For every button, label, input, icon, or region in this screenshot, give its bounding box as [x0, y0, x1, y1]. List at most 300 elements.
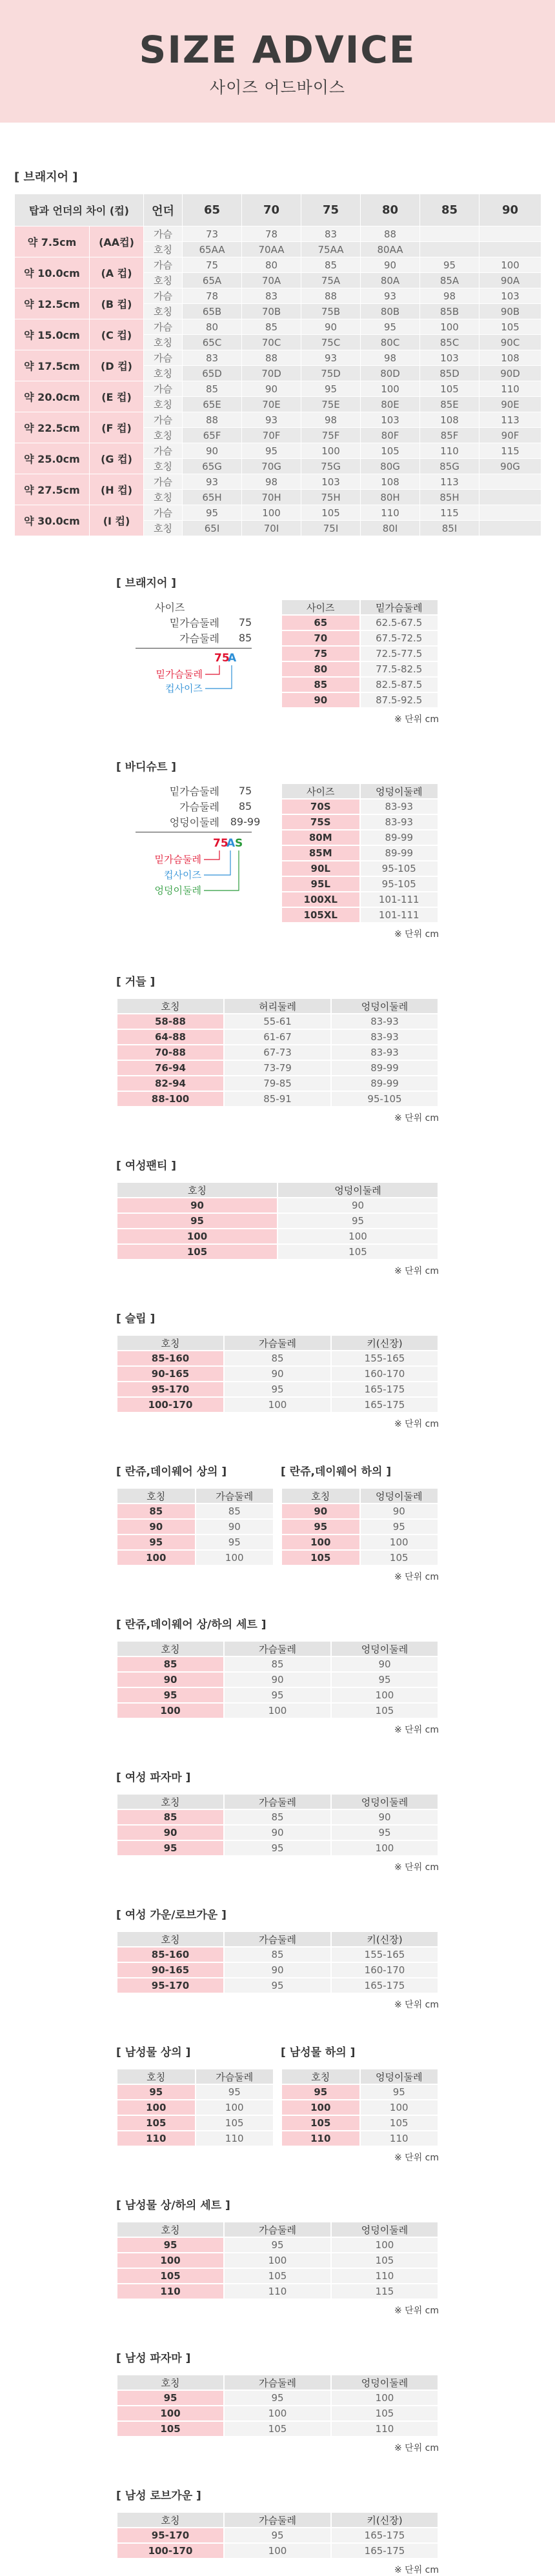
- size-code-cell: 100: [281, 2100, 360, 2115]
- measure-cell: 110: [331, 2421, 438, 2437]
- size-code-cell: 95: [117, 1213, 278, 1229]
- size-code-cell: 76-94: [117, 1060, 224, 1076]
- table-row: [281, 907, 438, 923]
- table-row: [117, 1962, 438, 1978]
- bust-value-cell: 95: [301, 381, 361, 397]
- size-code-cell: 95: [117, 2390, 224, 2406]
- column-header: 엉덩이둘레: [360, 2069, 439, 2084]
- table-row: [117, 1809, 438, 1825]
- size-code-cell: 110: [117, 2131, 196, 2146]
- m-gown-title: [ 남성 로브가운 ]: [116, 2490, 201, 2502]
- measure-cell: 87.5-92.5: [360, 692, 439, 708]
- lounge-bottom-title: [ 란쥬,데이웨어 하의 ]: [281, 1465, 392, 1478]
- table-header-row: [117, 1488, 274, 1504]
- size-code-cell: 110: [117, 2284, 224, 2299]
- size-code-cell: 70AA: [242, 242, 301, 257]
- bust-value-cell: [479, 226, 541, 242]
- size-code-cell: 90: [281, 692, 360, 708]
- size-code-cell: 105: [117, 1244, 278, 1260]
- measure-cell: 100: [224, 2253, 331, 2268]
- cup-label-cell: (E 컵): [90, 381, 144, 412]
- measure-cell: 95-105: [360, 876, 439, 892]
- size-code-cell: [479, 521, 541, 536]
- table-row: [117, 2421, 438, 2437]
- table-header-row: [117, 1335, 438, 1351]
- bra-size-chart-section: [0, 123, 555, 536]
- measure-cell: 72.5-77.5: [360, 646, 439, 661]
- size-code-cell: 75S: [281, 814, 360, 830]
- cup-label-cell: (F 컵): [90, 412, 144, 443]
- bust-value-cell: 110: [420, 443, 479, 459]
- diagram-key: 밑가슴둘레: [169, 616, 219, 629]
- row-kind-cell: 호칭: [144, 521, 183, 536]
- table-row: [117, 2543, 438, 2559]
- bra-code-diagram: [116, 649, 271, 695]
- table-row: [117, 2390, 438, 2406]
- row-kind-cell: 가슴: [144, 505, 183, 521]
- unit-note: ※ 단위 cm: [394, 1419, 439, 1429]
- table-header-row: [117, 998, 438, 1014]
- table-row: [281, 830, 438, 845]
- code-num: 75: [214, 652, 230, 665]
- measure-cell: 100: [331, 2237, 438, 2253]
- table-row: [117, 2115, 274, 2131]
- measure-cell: 73-79: [224, 1060, 331, 1076]
- unit-note: ※ 단위 cm: [394, 2153, 439, 2163]
- table-row: [281, 677, 438, 692]
- measure-cell: 100: [224, 1703, 331, 1718]
- size-code-cell: 95: [281, 1519, 360, 1535]
- cup-label-cell: (H 컵): [90, 474, 144, 505]
- measure-cell: 90: [196, 1519, 274, 1535]
- size-code-cell: 80AA: [361, 242, 420, 257]
- bodysuit-title: [ 바디슈트 ]: [116, 761, 177, 774]
- cup-diff-cell: 약 22.5cm: [15, 412, 90, 443]
- bodysuit-table: [281, 783, 439, 923]
- table-row: [281, 1535, 438, 1550]
- table-row: [117, 1825, 438, 1840]
- bust-value-cell: [420, 226, 479, 242]
- size-code-cell: 85: [117, 1504, 196, 1519]
- measure-cell: 89-99: [360, 845, 439, 861]
- size-code-cell: 65I: [183, 521, 242, 536]
- bust-value-cell: 103: [420, 350, 479, 366]
- bust-value-cell: 88: [361, 226, 420, 242]
- column-header: 호칭: [281, 2069, 360, 2084]
- size-code-cell: [479, 242, 541, 257]
- bust-value-cell: 98: [301, 412, 361, 428]
- measure-cell: 79-85: [224, 1076, 331, 1091]
- table-row: [117, 2237, 438, 2253]
- table-row: [117, 1045, 438, 1060]
- size-code-cell: 90L: [281, 861, 360, 876]
- measure-cell: 95: [360, 2084, 439, 2100]
- measure-cell: 160-170: [331, 1962, 438, 1978]
- measure-cell: 95: [224, 1687, 331, 1703]
- size-code-cell: 82-94: [117, 1076, 224, 1091]
- cup-label-cell: (B 컵): [90, 288, 144, 319]
- size-code-cell: 65AA: [183, 242, 242, 257]
- size-code-cell: 88-100: [117, 1091, 224, 1107]
- unit-note: ※ 단위 cm: [394, 929, 439, 940]
- measure-cell: 67.5-72.5: [360, 630, 439, 646]
- measure-cell: 82.5-87.5: [360, 677, 439, 692]
- bra-chart-row: [15, 381, 541, 397]
- size-code-cell: 110: [281, 2131, 360, 2146]
- girdle-block: [116, 972, 439, 1124]
- column-header: 가슴둘레: [224, 2512, 331, 2528]
- size-code-cell: 65E: [183, 397, 242, 412]
- legend-under-bust: 밑가슴둘레: [156, 669, 203, 680]
- size-code-cell: 85H: [420, 490, 479, 505]
- measure-cell: 100: [224, 1397, 331, 1413]
- measure-cell: 100: [196, 2100, 274, 2115]
- size-code-cell: 100: [117, 1703, 224, 1718]
- column-header: 호칭: [117, 1641, 224, 1656]
- column-header: 가슴둘레: [196, 2069, 274, 2084]
- size-code-cell: 100: [117, 2406, 224, 2421]
- size-code-cell: 70G: [242, 459, 301, 474]
- size-code-cell: 85G: [420, 459, 479, 474]
- table-row: [281, 615, 438, 630]
- size-code-cell: 75A: [301, 273, 361, 288]
- row-kind-cell: 호칭: [144, 428, 183, 443]
- table-header-row: [117, 1931, 438, 1947]
- col-header-diff: 탑과 언더의 차이 (컵): [15, 194, 144, 226]
- column-header: 사이즈: [281, 783, 360, 799]
- size-code-cell: 70: [281, 630, 360, 646]
- measure-cell: 89-99: [331, 1060, 438, 1076]
- table-header-row: [117, 1641, 438, 1656]
- page-subtitle: 사이즈 어드바이스: [209, 78, 346, 97]
- measure-cell: 85: [224, 1351, 331, 1366]
- size-code-cell: 70H: [242, 490, 301, 505]
- bust-value-cell: 80: [242, 257, 301, 273]
- cup-diff-cell: 약 20.0cm: [15, 381, 90, 412]
- m-set-title: [ 남성물 상/하의 세트 ]: [116, 2199, 230, 2212]
- lounge-set-title: [ 란쥬,데이웨어 상/하의 세트 ]: [116, 1618, 267, 1631]
- measure-cell: 110: [360, 2131, 439, 2146]
- size-code-cell: 80A: [361, 273, 420, 288]
- w-pajama-block: [116, 1768, 439, 1873]
- bust-value-cell: 100: [361, 381, 420, 397]
- table-row: [117, 1687, 438, 1703]
- measure-cell: 100: [196, 1550, 274, 1565]
- size-code-cell: 95-170: [117, 2528, 224, 2543]
- size-code-cell: 100: [117, 2253, 224, 2268]
- row-kind-cell: 호칭: [144, 397, 183, 412]
- table-header-row: [281, 599, 438, 615]
- size-code-cell: 100: [117, 1229, 278, 1244]
- measure-cell: 160-170: [331, 1366, 438, 1382]
- bra-chart-row: [15, 443, 541, 459]
- table-row: [117, 1947, 438, 1962]
- table-row: [117, 1656, 438, 1672]
- table-row: [281, 2115, 438, 2131]
- column-header: 엉덩이둘레: [331, 2375, 438, 2390]
- bra-chart-title: [ 브래지어 ]: [14, 170, 78, 184]
- code-num: 75: [213, 837, 228, 850]
- size-code-cell: 80E: [361, 397, 420, 412]
- bust-value-cell: 98: [361, 350, 420, 366]
- row-kind-cell: 가슴: [144, 350, 183, 366]
- measure-cell: 95: [331, 1672, 438, 1687]
- bust-value-cell: 105: [361, 443, 420, 459]
- size-code-cell: 90A: [479, 273, 541, 288]
- bust-value-cell: 100: [242, 505, 301, 521]
- bra-chart-header-row: [15, 194, 541, 226]
- measure-cell: 101-111: [360, 907, 439, 923]
- size-code-cell: 85F: [420, 428, 479, 443]
- row-kind-cell: 가슴: [144, 257, 183, 273]
- column-header: 엉덩이둘레: [331, 1641, 438, 1656]
- table-row: [117, 1703, 438, 1718]
- column-header: 엉덩이둘레: [331, 1794, 438, 1809]
- bust-value-cell: 110: [361, 505, 420, 521]
- bust-value-cell: 100: [301, 443, 361, 459]
- measure-cell: 95-105: [331, 1091, 438, 1107]
- bust-value-cell: 78: [242, 226, 301, 242]
- measure-cell: 105: [224, 2421, 331, 2437]
- size-code-cell: 100: [117, 1550, 196, 1565]
- bra-size-chart: [14, 194, 541, 536]
- measure-cell: 100: [360, 1535, 439, 1550]
- diagram-value: 75: [238, 616, 252, 629]
- table-header-row: [281, 783, 438, 799]
- measure-cell: 165-175: [331, 1382, 438, 1397]
- code-cup: A: [228, 652, 237, 665]
- bust-value-cell: 88: [183, 412, 242, 428]
- size-code-cell: 80M: [281, 830, 360, 845]
- cup-label-cell: (AA컵): [90, 226, 144, 257]
- size-code-cell: 75C: [301, 335, 361, 350]
- bust-value-cell: 103: [479, 288, 541, 304]
- row-kind-cell: 가슴: [144, 226, 183, 242]
- column-header: 엉덩이둘레: [331, 2222, 438, 2237]
- size-code-cell: 105: [281, 1550, 360, 1565]
- bust-value-cell: 83: [183, 350, 242, 366]
- size-code-cell: 75H: [301, 490, 361, 505]
- column-header: 가슴둘레: [224, 1794, 331, 1809]
- unit-note: ※ 단위 cm: [394, 1572, 439, 1582]
- cup-diff-cell: 약 12.5cm: [15, 288, 90, 319]
- panty-title: [ 여성팬티 ]: [116, 1160, 177, 1172]
- table-header-row: [117, 2375, 438, 2390]
- size-code-cell: 105: [117, 2421, 224, 2437]
- measure-cell: 100: [224, 2543, 331, 2559]
- column-header: 호칭: [117, 1931, 224, 1947]
- m-top-bottom-block: [116, 2043, 439, 2164]
- table-row: [117, 2284, 438, 2299]
- table-row: [281, 2100, 438, 2115]
- size-code-cell: 75D: [301, 366, 361, 381]
- size-code-cell: 100-170: [117, 2543, 224, 2559]
- size-code-cell: 95: [117, 2237, 224, 2253]
- bust-value-cell: 113: [420, 474, 479, 490]
- size-code-cell: 90-165: [117, 1366, 224, 1382]
- slip-table: [116, 1334, 439, 1413]
- table-row: [117, 2268, 438, 2284]
- m-top-table: [116, 2068, 274, 2147]
- table-row: [117, 1840, 438, 1856]
- table-row: [281, 646, 438, 661]
- size-code-cell: [479, 490, 541, 505]
- size-code-cell: 70E: [242, 397, 301, 412]
- bust-value-cell: 90: [183, 443, 242, 459]
- size-code-cell: 85: [281, 677, 360, 692]
- lounge-top-title: [ 란쥬,데이웨어 상의 ]: [116, 1465, 227, 1478]
- column-header: 호칭: [117, 1488, 196, 1504]
- w-pajama-title: [ 여성 파자마 ]: [116, 1771, 191, 1784]
- table-row: [281, 2131, 438, 2146]
- row-kind-cell: 호칭: [144, 366, 183, 381]
- m-pajama-table: [116, 2374, 439, 2437]
- size-code-cell: 75AA: [301, 242, 361, 257]
- size-code-cell: 95: [117, 2084, 196, 2100]
- measure-cell: 83-93: [360, 799, 439, 814]
- size-code-cell: [420, 242, 479, 257]
- unit-note: ※ 단위 cm: [394, 714, 439, 725]
- m-top-title: [ 남성물 상의 ]: [116, 2046, 191, 2059]
- measure-cell: 61-67: [224, 1029, 331, 1045]
- measure-cell: 85: [224, 1947, 331, 1962]
- size-code-cell: 80C: [361, 335, 420, 350]
- measure-cell: 95: [331, 1825, 438, 1840]
- panty-block: [116, 1156, 439, 1277]
- size-code-cell: 80D: [361, 366, 420, 381]
- bodysuit-code-diagram: [116, 832, 271, 897]
- size-code-cell: 70S: [281, 799, 360, 814]
- w-gown-block: [116, 1906, 439, 2011]
- size-code-cell: 80: [281, 661, 360, 677]
- size-code-cell: 85B: [420, 304, 479, 319]
- size-code-cell: 95: [117, 1687, 224, 1703]
- measure-cell: 105: [278, 1244, 438, 1260]
- size-code-cell: 90: [281, 1504, 360, 1519]
- table-header-row: [281, 1488, 438, 1504]
- measure-cell: 95: [224, 2237, 331, 2253]
- unit-note: ※ 단위 cm: [394, 1725, 439, 1735]
- size-code-cell: 95-170: [117, 1382, 224, 1397]
- measure-cell: 95: [278, 1213, 438, 1229]
- measure-cell: 100: [331, 1687, 438, 1703]
- measure-cell: 100: [360, 2100, 439, 2115]
- size-code-cell: 70-88: [117, 1045, 224, 1060]
- table-row: [117, 1366, 438, 1382]
- bust-value-cell: 103: [361, 412, 420, 428]
- size-code-cell: 90: [117, 1519, 196, 1535]
- column-header: 가슴둘레: [224, 2222, 331, 2237]
- table-row: [117, 2100, 274, 2115]
- measure-cell: 165-175: [331, 1397, 438, 1413]
- legend-under-bust: 밑가슴둘레: [154, 854, 201, 865]
- table-row: [117, 1351, 438, 1366]
- size-code-cell: 85-160: [117, 1351, 224, 1366]
- legend-cup-size: 컵사이즈: [165, 683, 203, 694]
- bust-value-cell: [479, 505, 541, 521]
- measure-cell: 95: [224, 1840, 331, 1856]
- table-row: [281, 799, 438, 814]
- w-gown-title: [ 여성 가운/로브가운 ]: [116, 1909, 227, 1922]
- cup-diff-cell: 약 17.5cm: [15, 350, 90, 381]
- column-header: 가슴둘레: [224, 1641, 331, 1656]
- size-code-cell: 80G: [361, 459, 420, 474]
- bra-chart-row: [15, 319, 541, 335]
- measure-cell: 115: [331, 2284, 438, 2299]
- table-header-row: [117, 2069, 274, 2084]
- measure-cell: 110: [196, 2131, 274, 2146]
- row-kind-cell: 가슴: [144, 288, 183, 304]
- bra-chart-row: [15, 350, 541, 366]
- col-header-size: 90: [479, 194, 541, 226]
- lounge-top-table: [116, 1487, 274, 1566]
- measure-cell: 90: [224, 1825, 331, 1840]
- table-row: [281, 1504, 438, 1519]
- table-row: [117, 2528, 438, 2543]
- bust-value-cell: 75: [183, 257, 242, 273]
- bust-value-cell: 85: [301, 257, 361, 273]
- table-row: [281, 1550, 438, 1565]
- row-kind-cell: 가슴: [144, 443, 183, 459]
- row-kind-cell: 호칭: [144, 335, 183, 350]
- bust-value-cell: 100: [420, 319, 479, 335]
- measure-cell: 85: [196, 1504, 274, 1519]
- measure-cell: 105: [331, 2406, 438, 2421]
- size-code-cell: 80I: [361, 521, 420, 536]
- cup-label-cell: (G 컵): [90, 443, 144, 474]
- bust-value-cell: 108: [420, 412, 479, 428]
- size-code-cell: 90E: [479, 397, 541, 412]
- measure-cell: 85: [224, 1809, 331, 1825]
- girdle-title: [ 거들 ]: [116, 976, 156, 989]
- panty-table: [116, 1182, 439, 1260]
- table-row: [117, 1060, 438, 1076]
- size-code-cell: 100XL: [281, 892, 360, 907]
- size-code-cell: 85M: [281, 845, 360, 861]
- measure-cell: 83-93: [331, 1029, 438, 1045]
- size-code-cell: 95L: [281, 876, 360, 892]
- size-code-cell: 100: [281, 1535, 360, 1550]
- bodysuit-block: [116, 758, 439, 940]
- diagram-key: 엉덩이둘레: [169, 816, 219, 829]
- bust-value-cell: 80: [183, 319, 242, 335]
- cup-diff-cell: 약 10.0cm: [15, 257, 90, 288]
- bust-value-cell: 105: [301, 505, 361, 521]
- measure-cell: 105: [196, 2115, 274, 2131]
- table-row: [281, 1519, 438, 1535]
- measure-cell: 95: [224, 1382, 331, 1397]
- size-code-cell: 75E: [301, 397, 361, 412]
- bust-value-cell: 95: [420, 257, 479, 273]
- size-code-cell: 90B: [479, 304, 541, 319]
- measure-cell: 89-99: [360, 830, 439, 845]
- bust-value-cell: 108: [361, 474, 420, 490]
- bra-chart-row: [15, 474, 541, 490]
- column-header: 호칭: [117, 2512, 224, 2528]
- cup-diff-cell: 약 25.0cm: [15, 443, 90, 474]
- table-row: [117, 1076, 438, 1091]
- size-code-cell: 90: [117, 1672, 224, 1687]
- diagram-value: 89-99: [230, 815, 261, 828]
- size-code-cell: 90: [117, 1825, 224, 1840]
- cup-label-cell: (D 컵): [90, 350, 144, 381]
- bust-value-cell: 85: [242, 319, 301, 335]
- measure-cell: 89-99: [331, 1076, 438, 1091]
- bra-detail-table: [281, 599, 439, 709]
- bra-chart-row: [15, 226, 541, 242]
- bra-chart-row: [15, 505, 541, 521]
- size-code-cell: 80F: [361, 428, 420, 443]
